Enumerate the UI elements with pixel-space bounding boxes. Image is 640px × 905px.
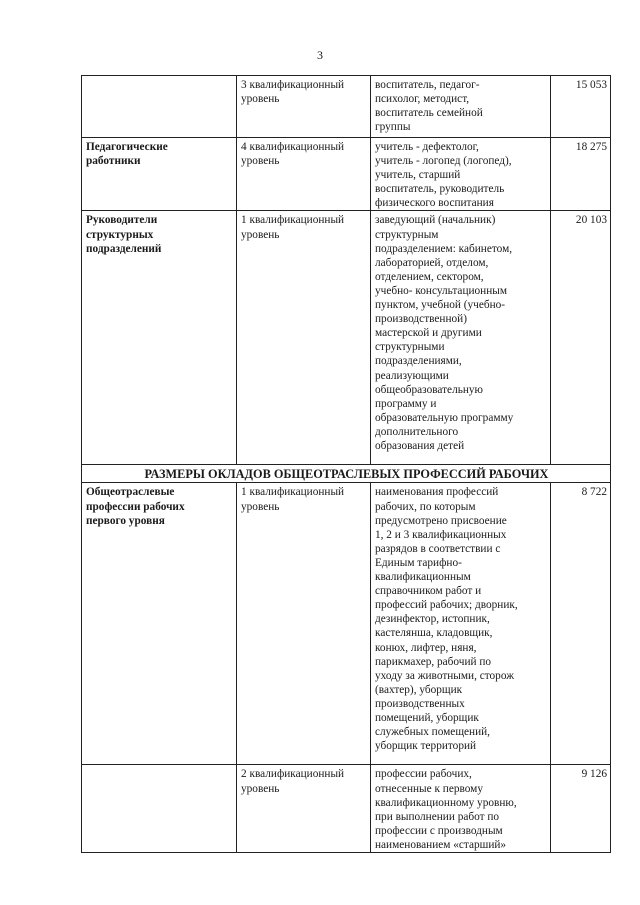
category-line: Руководители: [86, 214, 158, 227]
position-line: конюх, лифтер, няня,: [375, 641, 477, 654]
qualification-level-cell: [237, 76, 371, 138]
qualification-level-cell: [237, 765, 371, 853]
position-line: справочником работ и: [375, 585, 482, 598]
table-row: [82, 483, 611, 765]
position-line: (вахтер), уборщик: [375, 683, 463, 696]
category-cell: [82, 138, 237, 211]
position-line: воспитатель семейной: [375, 107, 483, 120]
position-line: Единым тарифно-: [375, 556, 462, 569]
position-line: служебных помещений,: [375, 726, 490, 739]
position-line: общеобразовательную: [375, 383, 483, 396]
positions-cell: [371, 483, 551, 765]
page-number: 3: [317, 48, 323, 62]
position-line: уходу за животными, сторож: [375, 669, 515, 682]
position-line: дополнительного: [375, 425, 459, 438]
position-line: дезинфектор, истопник,: [375, 613, 490, 626]
position-line: программу и: [375, 397, 437, 410]
qualification-level-cell: [237, 483, 371, 765]
position-line: профессии с производным: [375, 824, 503, 837]
position-line: реализующими: [375, 369, 449, 382]
table-row: [82, 138, 611, 211]
category-line: профессии рабочих: [86, 500, 185, 513]
category-line: первого уровня: [86, 514, 165, 527]
position-line: предусмотрено присвоение: [375, 514, 507, 527]
position-line: производственной): [375, 313, 467, 326]
salary-cell: 8 722: [551, 483, 611, 765]
position-line: квалификационным: [375, 571, 471, 584]
position-line: пунктом, учебной (учебно-: [375, 299, 506, 312]
position-line: профессий рабочих; дворник,: [375, 599, 518, 612]
salary-cell: 9 126: [551, 765, 611, 853]
position-line: при выполнении работ по: [375, 810, 500, 823]
position-line: парикмахер, рабочий по: [375, 655, 492, 668]
position-line: учебно- консультационным: [375, 284, 508, 297]
positions-cell: [371, 76, 551, 138]
category-cell: [82, 211, 237, 465]
position-line: наименования профессий: [375, 486, 499, 499]
level-line: 3 квалификационный: [241, 79, 345, 91]
position-line: учитель - дефектолог,: [375, 141, 479, 153]
qualification-level-cell: [237, 138, 371, 211]
category-cell: [82, 765, 237, 853]
position-line: помещений, уборщик: [375, 711, 479, 724]
table-row: [82, 211, 611, 465]
position-line: структурным: [375, 228, 439, 241]
salary-cell: 18 275: [551, 138, 611, 211]
level-line: уровень: [241, 500, 280, 513]
position-line: структурными: [375, 341, 445, 354]
category-line: Педагогические: [86, 141, 168, 153]
position-line: воспитатель, педагог-: [375, 79, 480, 91]
salary-table: [81, 75, 611, 853]
level-line: уровень: [241, 782, 280, 795]
level-line: 2 квалификационный: [241, 768, 345, 781]
position-line: учитель, старший: [375, 169, 461, 182]
position-line: разрядов в соответствии с: [375, 542, 501, 555]
position-line: физического воспитания: [375, 197, 494, 210]
category-line: структурных: [86, 228, 154, 241]
level-line: уровень: [241, 93, 280, 106]
position-line: отделением, сектором,: [375, 270, 484, 283]
table-row: [82, 765, 611, 853]
qualification-level-cell: [237, 211, 371, 465]
category-cell: [82, 76, 237, 138]
position-line: подразделением: кабинетом,: [375, 242, 513, 255]
position-line: лабораторией, отделом,: [375, 256, 489, 269]
position-line: уборщик территорий: [375, 740, 477, 753]
table-row: [82, 76, 611, 138]
salary-cell: 15 053: [551, 76, 611, 138]
position-line: образования детей: [375, 439, 465, 452]
level-line: 1 квалификационный: [241, 214, 345, 227]
position-line: мастерской и другими: [375, 327, 482, 340]
position-line: профессии рабочих,: [375, 768, 472, 781]
level-line: уровень: [241, 228, 280, 241]
position-line: образовательную программу: [375, 411, 514, 424]
position-line: производственных: [375, 697, 465, 710]
position-line: квалификационному уровню,: [375, 796, 517, 809]
level-line: 1 квалификационный: [241, 486, 345, 499]
section-header-row: [82, 465, 611, 483]
category-line: работники: [86, 155, 141, 168]
position-line: психолог, методист,: [375, 93, 470, 106]
category-line: Общеотраслевые: [86, 486, 175, 499]
positions-cell: [371, 765, 551, 853]
positions-cell: [371, 138, 551, 211]
position-line: рабочих, по которым: [375, 500, 476, 513]
category-line: подразделений: [86, 242, 162, 255]
position-line: заведующий (начальник): [375, 214, 496, 227]
category-cell: [82, 483, 237, 765]
level-line: уровень: [241, 155, 280, 168]
salary-cell: 20 103: [551, 211, 611, 465]
section-title: РАЗМЕРЫ ОКЛАДОВ ОБЩЕОТРАСЛЕВЫХ ПРОФЕССИЙ РАБОЧИХ: [82, 465, 611, 483]
positions-cell: [371, 211, 551, 465]
position-line: группы: [375, 121, 411, 134]
position-line: наименованием «старший»: [375, 838, 507, 851]
level-line: 4 квалификационный: [241, 141, 345, 153]
position-line: учитель - логопед (логопед),: [375, 155, 512, 168]
position-line: 1, 2 и 3 квалификационных: [375, 528, 507, 541]
position-line: кастелянша, кладовщик,: [375, 627, 493, 640]
position-line: подразделениями,: [375, 355, 462, 368]
position-line: воспитатель, руководитель: [375, 183, 505, 196]
position-line: отнесенные к первому: [375, 782, 483, 795]
